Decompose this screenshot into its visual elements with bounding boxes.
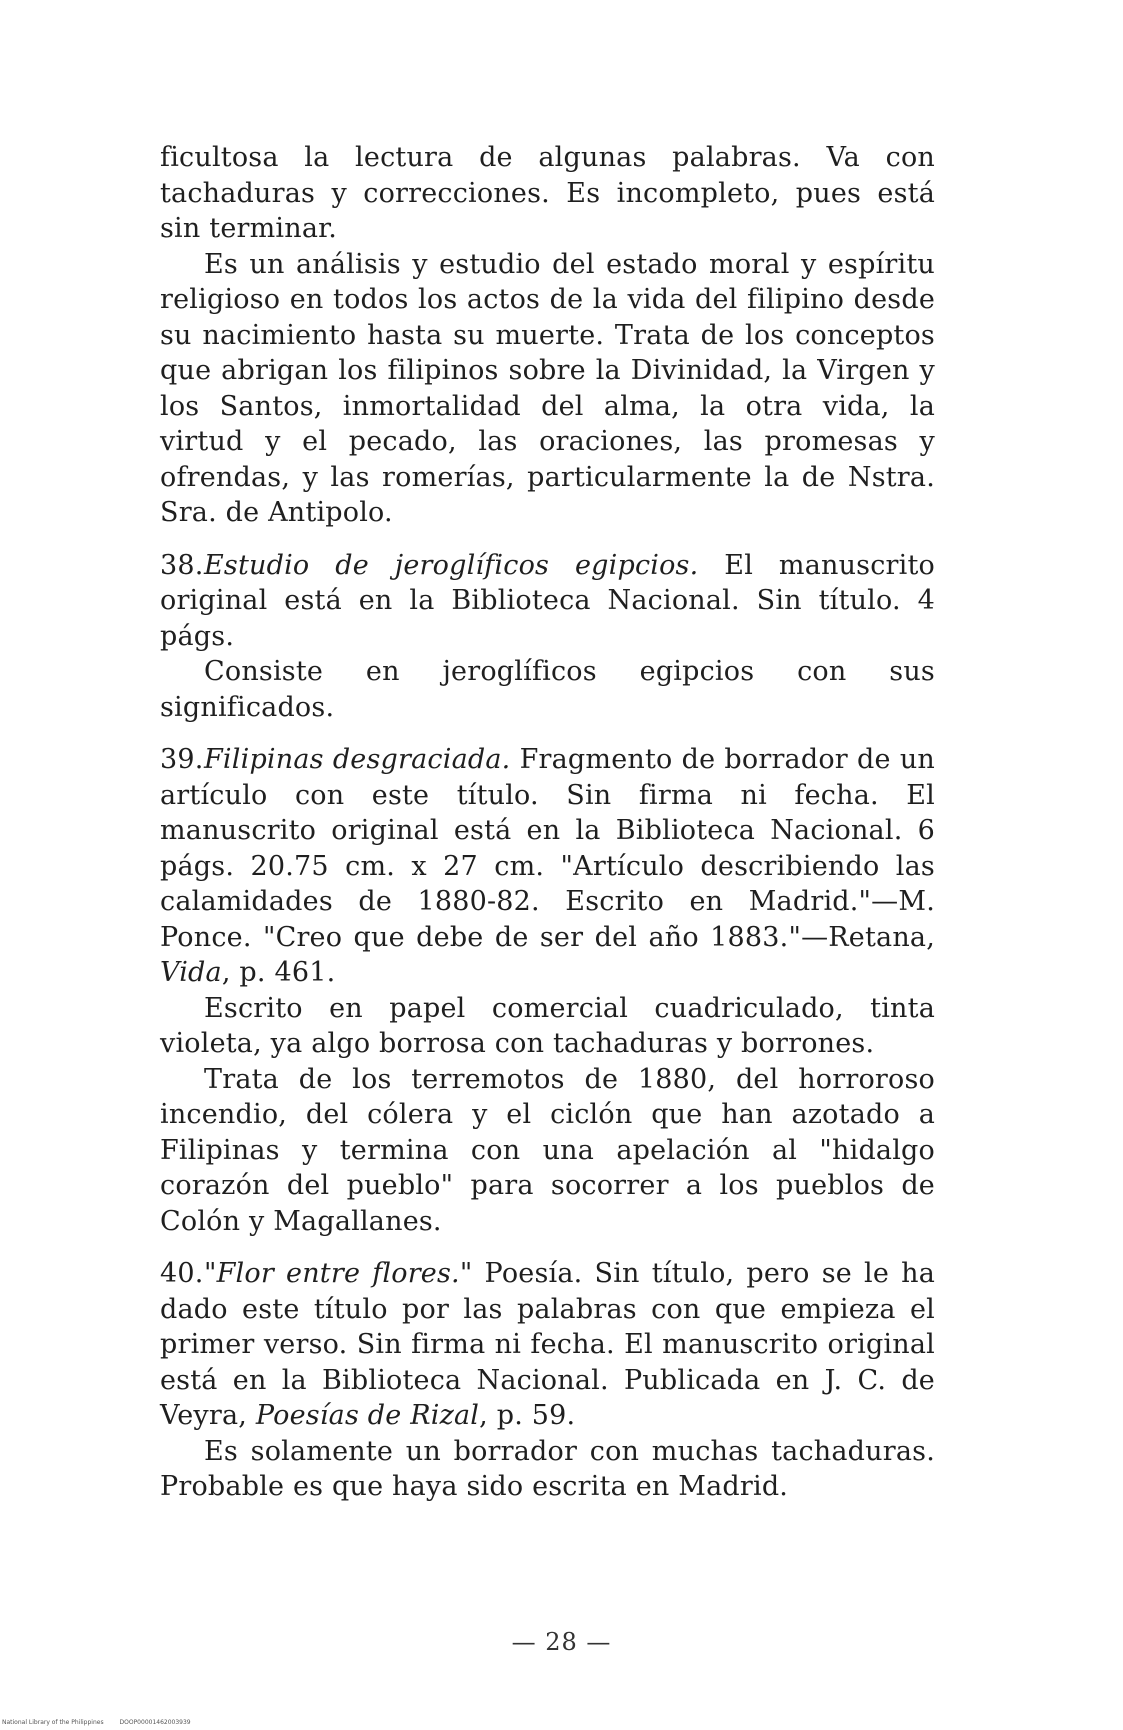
entry-38-note: Consiste en jeroglíficos egipcios con sus significados. <box>160 656 935 723</box>
entry-details-italic: Vida <box>160 957 222 988</box>
entry-title: Estudio de jeroglíficos egipcios. <box>204 549 699 581</box>
entry-39-note-1: Escrito en papel comercial cuadriculado, tinta violeta, ya algo borrosa con tachaduras y borrones. <box>160 992 935 1059</box>
entry-details: Poesía. Sin título, pero se le ha dado este título por las palabras con que empieza el primer verso. Sin firma ni fecha. El manuscrito original está en la Biblioteca Nacional. Publicada en J. C. de Veyra, <box>160 1258 935 1431</box>
entry-details-end: , p. 461. <box>221 957 336 988</box>
continuation-description: Es un análisis y estudio del estado moral y espíritu religioso en todos los actos de la vida del filipino desde su nacimiento hasta su muerte. Trata de los conceptos que abrigan los filipinos sobre la Divinidad, la Virgen y los Santos, inmortalidad del alma, la otra vida, la virtud y el pecado, las oraciones, las promesas y ofrendas, y las romerías, particularmente la de Nstra. Sra. de Antipolo. <box>160 248 935 528</box>
entry-number: 38. <box>160 549 204 581</box>
entry-number: 39. <box>160 744 204 775</box>
text-column <box>160 140 935 1505</box>
continuation-paragraph: ficultosa la lectura de algunas palabras. Va con tachaduras y correcciones. Es incompleto, pues está sin terminar. <box>160 142 935 244</box>
entry-40 <box>160 1256 935 1434</box>
footer <box>2 1719 205 1726</box>
footer-library: National Library of the Philippines <box>2 1719 104 1726</box>
entry-title: "Flor entre flores." <box>204 1258 473 1289</box>
entry-number: 40. <box>160 1258 204 1289</box>
footer-code: DOOP00001462003939 <box>119 1719 191 1726</box>
entry-38 <box>160 548 935 655</box>
entry-details-italic: Poesías de Rizal <box>255 1400 480 1431</box>
entry-details: El manuscrito original está en la Biblioteca Nacional. Sin título. 4 págs. <box>160 549 935 652</box>
entry-40-note: Es solamente un borrador con muchas tachaduras. Probable es que haya sido escrita en Madrid. <box>160 1435 935 1502</box>
entry-details: Fragmento de borrador de un artículo con este título. Sin firma ni fecha. El manuscrito original está en la Biblioteca Nacional. 6 págs. 20.75 cm. x 27 cm. "Artículo describiendo las calamidades de 1880-82. Escrito en Madrid."—M. Ponce. "Creo que debe de ser del año 1883."—Retana, <box>160 744 935 953</box>
entry-39-note-2: Trata de los terremotos de 1880, del horroroso incendio, del cólera y el ciclón que han azotado a Filipinas y termina con una apelación al "hidalgo corazón del pueblo" para socorrer a los pueblos de Colón y Magallanes. <box>160 1063 935 1237</box>
entry-details-end: , p. 59. <box>479 1400 576 1431</box>
entry-title: Filipinas desgraciada. <box>204 744 511 775</box>
entry-39 <box>160 742 935 991</box>
page-number: — 28 — <box>511 1628 612 1656</box>
